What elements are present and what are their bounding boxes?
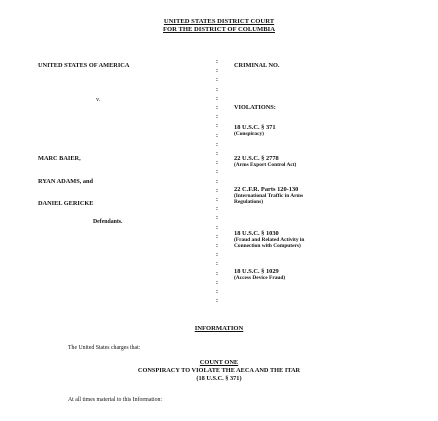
violation-4 (234, 230, 304, 249)
violation-3 (234, 186, 303, 205)
violation-code: 18 U.S.C. § 1030 (234, 230, 279, 237)
criminal-no: CRIMINAL NO. (234, 62, 280, 69)
violation-desc: Regulations) (234, 199, 264, 206)
court-district: FOR THE DISTRICT OF COLUMBIA (163, 26, 275, 33)
court-name: UNITED STATES DISTRICT COURT (163, 18, 275, 25)
violation-desc: (Conspiracy) (234, 131, 264, 137)
violation-2 (234, 155, 296, 168)
plaintiff-name: UNITED STATES OF AMERICA (38, 62, 130, 69)
defendant-2: RYAN ADAMS, and (38, 178, 94, 185)
count-title: CONSPIRACY TO VIOLATE THE AECA AND THE ITAR (137, 367, 301, 374)
count-citation: (18 U.S.C. § 371) (196, 375, 242, 382)
material-intro: At all times material to this Information: (68, 397, 163, 403)
information-heading: INFORMATION (194, 325, 244, 332)
versus-text: v. (96, 96, 101, 103)
defendant-3: DANIEL GERICKE (38, 200, 94, 207)
violation-desc: (International Traffic in Arms (234, 193, 304, 199)
defendants-label: Defendants. (93, 219, 123, 225)
caption-separator: : : : : : : : : : : : : : : : : : : : : : : : : : : : (216, 59, 218, 305)
violation-5 (234, 268, 285, 281)
violation-code: 18 U.S.C. § 1029 (234, 268, 279, 275)
violation-desc: Connection with Computers) (234, 243, 301, 250)
violation-code: 22 C.F.R. Parts 120-130 (234, 186, 299, 193)
violation-desc: (Access Device Fraud) (234, 275, 286, 281)
count-heading: COUNT ONE (199, 359, 239, 366)
charges-intro: The United States charges that: (68, 345, 141, 351)
violation-desc: (Arms Export Control Act) (234, 162, 297, 168)
violation-code: 18 U.S.C. § 371 (234, 124, 276, 131)
defendant-1: MARC BAIER, (38, 155, 81, 162)
violation-1 (234, 124, 276, 137)
violations-heading: VIOLATIONS: (234, 104, 276, 111)
violation-code: 22 U.S.C. § 2778 (234, 155, 279, 162)
court-heading (0, 18, 438, 34)
violation-desc: (Fraud and Related Activity in (234, 237, 305, 243)
